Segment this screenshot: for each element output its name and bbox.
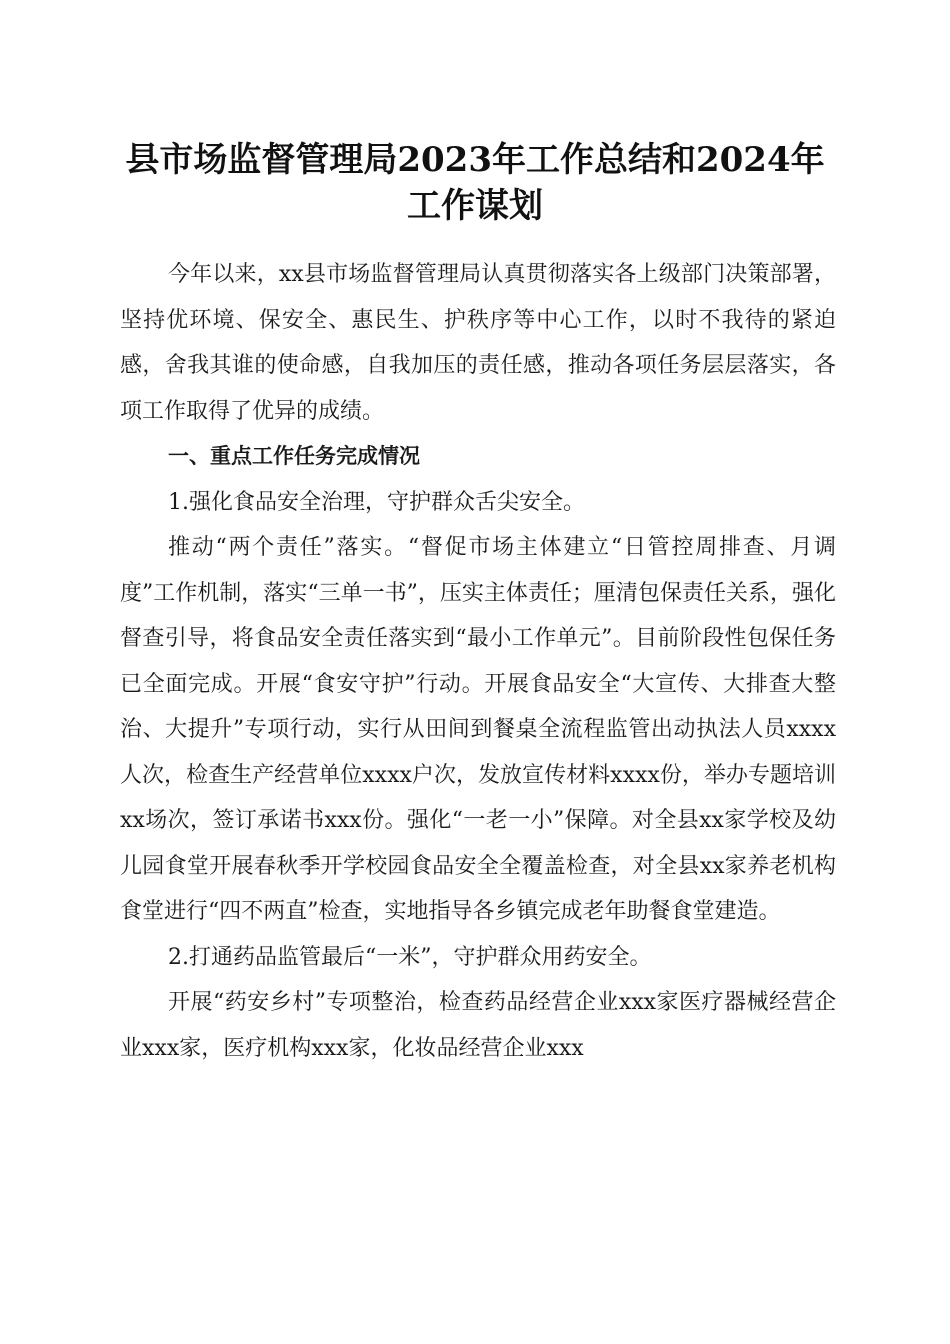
intro-paragraph: 今年以来，xx县市场监督管理局认真贯彻落实各上级部门决策部署，坚持优环境、保安全、惠民生、护秩序等中心工作，以时不我待的紧迫感，舍我其谁的使命感，自我加压的责任感，推动各项任务层层落实，各项工作取得了优异的成绩。 (120, 262, 836, 424)
document-title-line-1: 县市场监督管理局2023年工作总结和2024年 (125, 140, 825, 180)
food-safety-paragraph: 推动“两个责任”落实。“督促市场主体建立“日管控周排查、月调度”工作机制，落实“三单一书”，压实主体责任；厘清包保责任关系，强化督查引导，将食品安全责任落实到“最小工作单元”。目前阶段性包保任务已全面完成。开展“食安守护”行动。开展食品安全“大宣传、大排查大整治、大提升”专项行动，实行从田间到餐桌全流程监管出动执法人员xxxx人次，检查生产经营单位xxxx户次，发放宣传材料xxxx份，举办专题培训xx场次，签订承诺书xxx份。强化“一老一小”保障。对全县xx家学校及幼儿园食堂开展春秋季开学校园食品安全全覆盖检查，对全县xx家养老机构食堂进行“四不两直”检查，实地指导各乡镇完成老年助餐食堂建造。 (120, 535, 836, 924)
document-title-line-2: 工作谋划 (407, 186, 543, 226)
document-body (120, 252, 836, 1071)
subsection-heading-1: 1.强化食品安全治理，守护群众舌尖安全。 (168, 489, 585, 515)
section-heading-1: 一、重点工作任务完成情况 (168, 444, 420, 468)
drug-safety-paragraph: 开展“药安乡村”专项整治，检查药品经营企业xxx家医疗器械经营企业xxx家，医疗机构xxx家，化妆品经营企业xxx (120, 990, 836, 1061)
subsection-heading-2: 2.打通药品监管最后“一米”，守护群众用药安全。 (168, 944, 652, 970)
